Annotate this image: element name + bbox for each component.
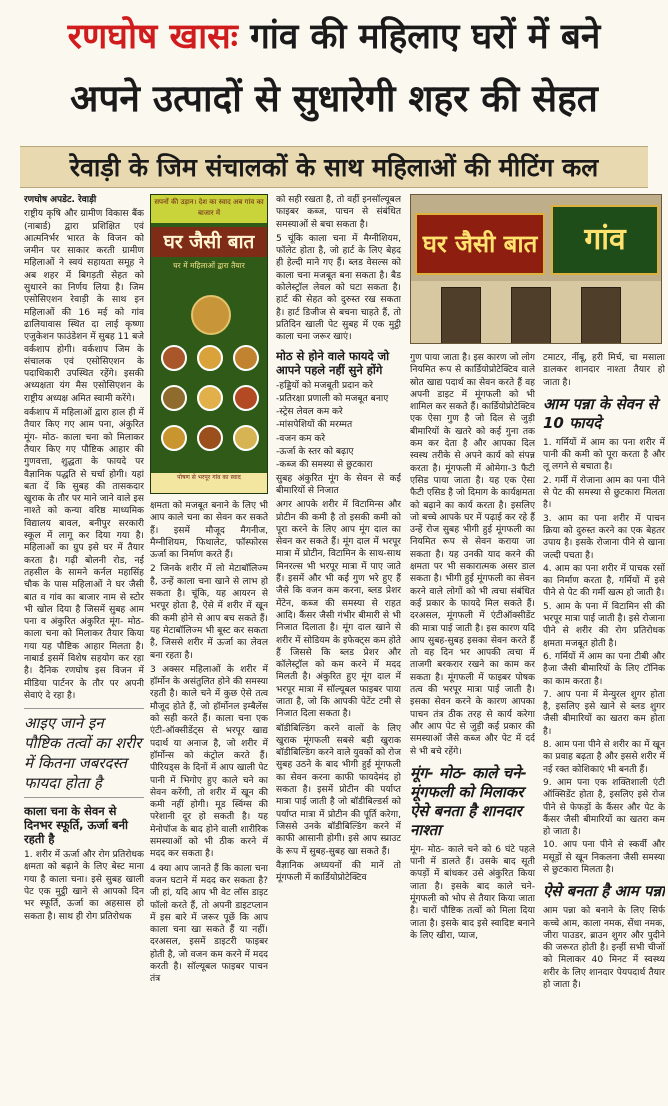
paragraph: बॉडीबिल्डिंग करने वालों के लिए खुराक मूंगफली सबसे बड़ी खुराक बॉडीबिल्डिंग करने वाले युवकों को रोज सुबह उठने के बाद भीगी हुई मूंगफली का सेवन करना काफी फायदेमंद हो सकता है। इसमें प्रोटीन की पर्याप्त मात्रा पाई जाती है जो बॉडीबिल्डर्स को पर्याप्त मात्रा में प्रोटीन की पूर्ति करेगा, जिससे उनके बॉडीबिल्डिंग करने में काफी आसानी होगी। इसे आप स्प्राउट के रूप में सुबह-सुबह खा सकते हैं।	[276, 723, 401, 857]
list-item: -हड्डियों को मजबूती प्रदान करे	[276, 380, 373, 391]
poster-tagline: सपनों की उड़ान। देश का स्वाद अब गांव का बाजार में	[151, 195, 267, 223]
store-sign: घर जैसी बात	[415, 213, 545, 275]
food-dish-photo	[161, 385, 187, 411]
dateline: रणघोष अपडेट. रेवाड़ी	[24, 195, 97, 205]
paragraph: अगर आपके शरीर में विटामिन्स और प्रोटीन की कमी है तो इसकी कमी को पूरा करने के लिए आप मूंग दाल का सेवन कर सकते हैं। मूंग दाल में भरपूर मात्रा में प्रोटीन, विटामिन के साथ-साथ मिनरल्स भी भरपूर मात्रा में पाए जाते हैं। इसमें और भी कई गुण भरे हुए हैं जैसे कि वजन कम करना, ब्लड प्रेशर मेंटेन, कब्ज की समस्या से राहत आदि। कैंसर जैसी गंभीर बीमारी से भी निजात दिलाता है। मूंग दाल खाने से शरीर में सोडियम के इफेक्ट्स कम होते हैं जिससे कि ब्लड प्रेशर और कॉलेस्ट्रॉल को कम करने में मदद मिलती है। अंकुरित हुए मूंग दाल में भरपूर मात्रा में सॉल्यूबल फाइबर पाया जाता है, जो कि आपकी पेटेंट टमी से निजात दिला सकता है।	[276, 500, 401, 720]
paragraph: 3 अक्सर महिलाओं के शरीर में हॉर्मोन के असंतुलित होने की समस्या रहती है। काले चने में कुछ ऐसे तत्व मौजूद होते हैं, जो हॉर्मोनल इम्बैलेंस को सही करते हैं। काला चना एक एंटी-ऑक्सीडेंट्स से भरपूर खाद्य पदार्थ या अनाज है, जो शरीर में हॉर्मोन्स को कंट्रोल करते हैं। पीरियड्स के दिनों में आप खाली पेट पानी में भिगोए हुए काले चने का सेवन करेंगी, तो शरीर में खून की कमी नहीं होगी। मूड स्विंग्स की परेशानी दूर हो सकती है। यह मेनोपॉज के बाद होने वाली शारीरिक समस्याओं को भी ठीक करने में मदद कर सकता है।	[150, 664, 268, 860]
benefits-list	[276, 380, 401, 472]
list-item: 7. आप पना में मेन्युरल शुगर होता है, इसलिए इसे खाने से ब्लड शुगर जैसी बीमारियों का खतरा कम होता है।	[543, 689, 665, 737]
paragraph: 1. शरीर में ऊर्जा और रोग प्रतिरोधक क्षमता को बढ़ाने के लिए बेस्ट माना गया है काला चना। इसे सुबह खाली पेट एक मुट्ठी खाने से आपको दिन भर स्फूर्ति, ऊर्जा का अहसास हो सकता है। साथ ही रोग प्रतिरोधक	[24, 850, 144, 922]
paragraph: को सही रखता है, तो वहीं इनसॉल्यूबल फाइबर कब्ज, पाचन से संबंधित समस्याओं से बचा सकता है।	[276, 195, 401, 230]
list-item: -स्ट्रेस लेवल कम करे	[276, 407, 343, 418]
food-dish-photo	[197, 425, 223, 451]
list-item: 2. गर्मी में रोजाना आम का पना पीने से पेट की समस्या से छुटकारा मिलता है।	[543, 475, 665, 511]
paragraph: 2 जिनके शरीर में लो मेटाबॉलिज्म है, उन्हें काला चना खाने से लाभ हो सकता है। चूंकि, यह आयरन से भरपूर होता है, ऐसे में शरीर में खून की कमी होने से आप बच सकते हैं। यह मेटाबॉलिज्म भी बूस्ट कर सकता है, जिससे शरीर में ऊर्जा का लेवल बना रहता है।	[150, 564, 268, 661]
list-item: 1. गर्मियों में आम का पना शरीर में पानी की कमी को पूरा करता है और लू लगने से बचाता है।	[543, 437, 665, 473]
list-item: 6. गर्मियों में आम का पना टीबी और हैजा जैसी बीमारियों के लिए टॉनिक का काम करता है।	[543, 651, 665, 687]
column-5	[543, 352, 665, 1104]
paragraph: 5 चूंकि काला चना में मैग्नीशियम, फॉलेट होता है, जो हार्ट के लिए बेहद ही हेल्दी माने गए हैं। ब्लड वेसल्स को काला चना मजबूत बना सकता है। बैड कोलेस्ट्रॉल लेवल को घटा सकता है। हार्ट की सेहत को दुरुस्त रख सकता है। हार्ट डिजीज से बचना चाहते हैं, तो प्रतिदिन खाली पेट सुबह में एक मुट्ठी काला चना जरूर खाएं।	[276, 233, 401, 343]
food-dish-photo	[233, 345, 259, 371]
column-3	[276, 194, 401, 1104]
list-item: -प्रतिरक्षा प्रणाली को मजबूत बनाए	[276, 393, 389, 404]
list-item: -वजन कम करे	[276, 433, 326, 444]
list-item: 4. आम का पना शरीर में पाचक रसों का निर्माण करता है, गर्मियों में इसे पीने से पेट की गर्मी खत्म हो जाती है।	[543, 563, 665, 599]
benefits-list	[543, 437, 665, 876]
food-dish-photo	[161, 425, 187, 451]
food-dish-photo	[161, 345, 187, 371]
list-item: -ऊर्जा के स्तर को बढ़ाए	[276, 447, 354, 458]
paragraph: राष्ट्रीय कृषि और ग्रामीण विकास बैंक (नाबार्ड) द्वारा प्रशिक्षित एवं आत्मनिर्भर भारत के विजन को जमीन पर साकार करती ग्रामीण महिलाओं ने स्वयं सहायता समूह ने अब शहर में बिगड़ती सेहत को सुधारने का निर्णय लिया है। जिम एसोसिएशन रेवाड़ी के साथ इन महिलाओं की 16 मई को गांव ढालियावास स्थित दा लाई कृष्णा एजुकेशन फाउंडेशन में सुबह 11 बजे वर्कशाप होगी। वर्कशाप जिम के संचालक एवं एसोसिएशन के पदाधिकारी उपस्थित रहेंगे। इसकी अध्यक्षता यंग मैस एसोसिएशन के राष्ट्रीय अध्यक्ष अमित स्वामी करेंगे।	[24, 209, 144, 404]
paragraph: टमाटर, नींबू, हरी मिर्च, चा मसाला डालकर शानदार नाश्ता तैयार हो जाता है।	[543, 353, 665, 388]
paragraph: 4 क्या आप जानते हैं कि काला चना वजन घटाने में मदद कर सकता है? जी हां, यदि आप भी वेट लॉस डाइट फॉलो करते हैं, तो अपनी डाइटप्लान में इस बारे में जरूर पूछें कि आप काला चना खा सकते हैं या नहीं। दरअसल, इसमें डाइटरी फाइबर होती है, जो वजन कम करने में मदद करती है। सॉल्यूबल फाइबर पाचन तंत्र	[150, 863, 268, 985]
headline	[0, 0, 668, 138]
list-item: 8. आम पना पीने से शरीर का में खून का प्रवाह बढ़ता है और इससे शरीर में नई रक्त कोशिकाएं भी बनती हैं।	[543, 740, 665, 775]
paragraph: वर्कशाप में महिलाओं द्वारा हाल ही में तैयार किए गए आम पना, अंकुरित मूंग- मोठ- काला चना को मिलाकर तैयार किए गए पौष्टिक आहार की गुणवत्ता, शुद्धता के फायदे पर वैज्ञानिक पद्धति से चर्चा होगी। यहां बता दें कि सुबह की तासकदार खुराक के तौर पर माने जाने वाले इस नाश्ते को कन्या वरिष्ठ माध्यमिक विद्यालय बावल, बनीपुर सरकारी स्कूल में लागू कर दिया गया है। महिलाओं का ग्रुप इसे घर में तैयार करता है। गढ़ी बोलनी रोड, नई तहसील के सामने कर्नल महासिंह चौक के पास महिलाओं ने घर जैसी बात व गांव का बाजार नाम से स्टोर भी खोल दिया है जिसमें सुबह आम पना व अंकुरित अंकुरित मूंग- मोठ- काला चना को मिलाकर तैयार किया गया यह पौष्टिक आहार मिलता है। नाबार्ड इसमें विशेष सहयोग कर रहा है। दैनिक रणघोष इस विजन में मीडिया पार्टनर के तौर पर अपनी सेवाएं दे रहा है।	[24, 408, 144, 701]
list-item: -मांसपेशियों की मरम्मत	[276, 420, 353, 431]
pull-quote: आइए जाने इन पौष्टिक तत्वों का शरीर में कितना जबरदस्त फायदा होता है	[24, 708, 144, 798]
food-dish-photo	[197, 385, 223, 411]
section-heading: मूंग- मोठ- काले चने- मूंगफली को मिलाकर ऐसे बनता है शानदार नाश्ता	[410, 763, 527, 839]
paragraph: वैज्ञानिक अध्ययनों की मानें तो मूंगफली में कार्डियोप्रोटेक्टिव	[276, 860, 401, 884]
store-door	[581, 287, 621, 344]
paragraph: सुबह अंकुरित मूंग के सेवन से कई बीमारियों से निजात	[276, 473, 401, 496]
list-item: 3. आम का पना शरीर में पाचन क्रिया को दुरुस्त करने का एक बेहतर उपाय है। इसके रोजाना पीने से खाना जल्दी पचता है।	[543, 513, 665, 561]
food-dish-photo	[233, 385, 259, 411]
poster-title: घर जैसी बात	[151, 227, 267, 257]
column-2	[150, 500, 268, 1104]
paragraph: आम पन्ना को बनाने के लिए सिर्फ कच्चे आम, काला नमक, सेंधा नमक, जीरा पाउडर, ब्राउन शुगर और पुदीने की जरूरत होती है। इन्हीं सभी चीजों को मिलाकर 40 मिनट में स्वस्थ्य शरीर के लिए शानदार पेयपदार्थ तैयार हो जाता है।	[543, 906, 665, 991]
headline-line-1-text: गांव की महिलाए घरों में बने	[237, 17, 601, 57]
subheadline: रेवाड़ी के जिम संचालकों के साथ महिलाओं की मीटिंग कल	[20, 146, 648, 188]
headline-line-1	[14, 14, 654, 60]
section-heading: काला चना के सेवन से दिनभर स्फूर्ति, ऊर्जा बनी रहती है	[24, 804, 128, 847]
store-front-photo	[410, 194, 662, 344]
paragraph: मूंग- मोठ- काले चने को 6 घंटे पहले पानी में डालते हैं। उसके बाद सूती कपड़ों में बांधकर उसे अंकुरित किया जाता है। इसके बाद काले चने- मूंगफली को भोप से तैयार किया जाता है। चारों पौष्टिक तत्वों को मिला दिया जाता है। इसके बाद इसे स्वादिष्ट बनाने के लिए खीरा, प्याज,	[410, 844, 535, 941]
poster-footer: पोषण से भरपूर गांव का स्वाद	[151, 473, 267, 493]
drink-photo	[191, 295, 231, 335]
store-sign: गांव	[551, 205, 659, 275]
headline-line-2: अपने उत्पादों से सुधारेगी शहर की सेहत	[70, 77, 598, 120]
store-door	[441, 287, 481, 344]
list-item: 5. आम के पना में विटामिन सी की भरपूर मात्रा पाई जाती है। इसे रोजाना पीने से शरीर की रोग प्रतिरोधक क्षमता मजबूत होती है।	[543, 601, 665, 649]
column-1	[24, 194, 144, 1104]
section-heading: ऐसे बनता है आम पन्ना	[543, 882, 665, 901]
poster-subtitle: घर में महिलाओं द्वारा तैयार	[173, 261, 245, 270]
list-item: 10. आप पना पीने से स्कर्वी और मसूड़ों से खून निकलना जैसी समस्या से छुटकारा मिलता है।	[543, 840, 665, 875]
section-heading: मोठ से होने वाले फायदे जो आपने पहले नहीं सुने होंगे	[276, 348, 390, 377]
paragraph: क्षमता को मजबूत बनाने के लिए भी आप काले चना का सेवन कर सकते हैं। इसमें मौजूद मैगनीज, मैग्नीशियम, फिथालेट, फॉस्फोरस ऊर्जा का निर्माण करते हैं।	[150, 501, 268, 561]
headline-label: रणघोष खासः	[67, 17, 238, 57]
list-item: -कब्ज की समस्या से छुटकारा	[276, 460, 373, 471]
store-door	[511, 287, 551, 344]
section-heading: आम पन्ना के सेवन से 10 फायदे	[543, 394, 658, 432]
column-4	[410, 352, 535, 1104]
food-dish-photo	[233, 425, 259, 451]
paragraph: गुण पाया जाता है। इस कारण जो लोग नियमित रूप से कार्डियोप्रोटेक्टिव वाले स्रोत खाद्य पदार्थ का सेवन करते हैं वह अपनी डाइट में मूंगफली को भी शामिल कर सकते हैं। कार्डियोप्रोटेक्टिव एक ऐसा गुण है जो दिल से जुड़ी बीमारियों के खतरे को कई गुना तक कम कर देता है और आपका दिल स्वस्थ तरीके से अपने कार्य को संपन्न करता है। मूंगफली में ओमेगा-3 फैटी एसिड पाया जाता है। यह एक ऐसा फैटी एसिड है जो दिमाग के कार्यक्षमता को बढ़ाने का कार्य करता है। इसलिए जो बच्चे आपके घर में पढ़ाई कर रहे हैं उन्हें रोज सुबह भीगी हुई मूंगफली का नियमित रूप से सेवन कराया जा सकता है। यह उनकी याद करने की क्षमता पर भी सकारात्मक असर डाल सकता है। भीगी हुई मूंगफली का सेवन करने वाले लोगों को भी त्वचा संबंधित कई प्रकार के फायदे मिल सकते हैं। दरअसल, मूंगफली में एंटीऑक्सीडेंट की मात्रा पाई जाती है। इस कारण यदि आप सुबह-सुबह इसका सेवन करते हैं तो वह दिन भर आपकी त्वचा में ताजगी बरकरार रखने का काम कर सकता है। मूंगफली में फाइबर पोषक तत्व की भरपूर मात्रा पाई जाती है। इसका सेवन करने के कारण आपका पाचन तंत्र ठीक तरह से कार्य करेगा और आप पेट से जुड़ी कई प्रकार की समस्याओं जैसे कब्ज और पेट में दर्द से भी बचे रहेंगे।	[410, 353, 535, 757]
food-dish-photo	[197, 345, 223, 371]
product-poster-image	[150, 194, 268, 494]
list-item: 9. आम पना एक शक्तिशाली एंटी ऑक्सिडेंट होता है, इसलिए इसे रोज पीने से फेफड़ों के कैंसर और पेट के कैंसर जैसी बीमारियों का खतरा कम हो जाता है।	[543, 777, 665, 838]
